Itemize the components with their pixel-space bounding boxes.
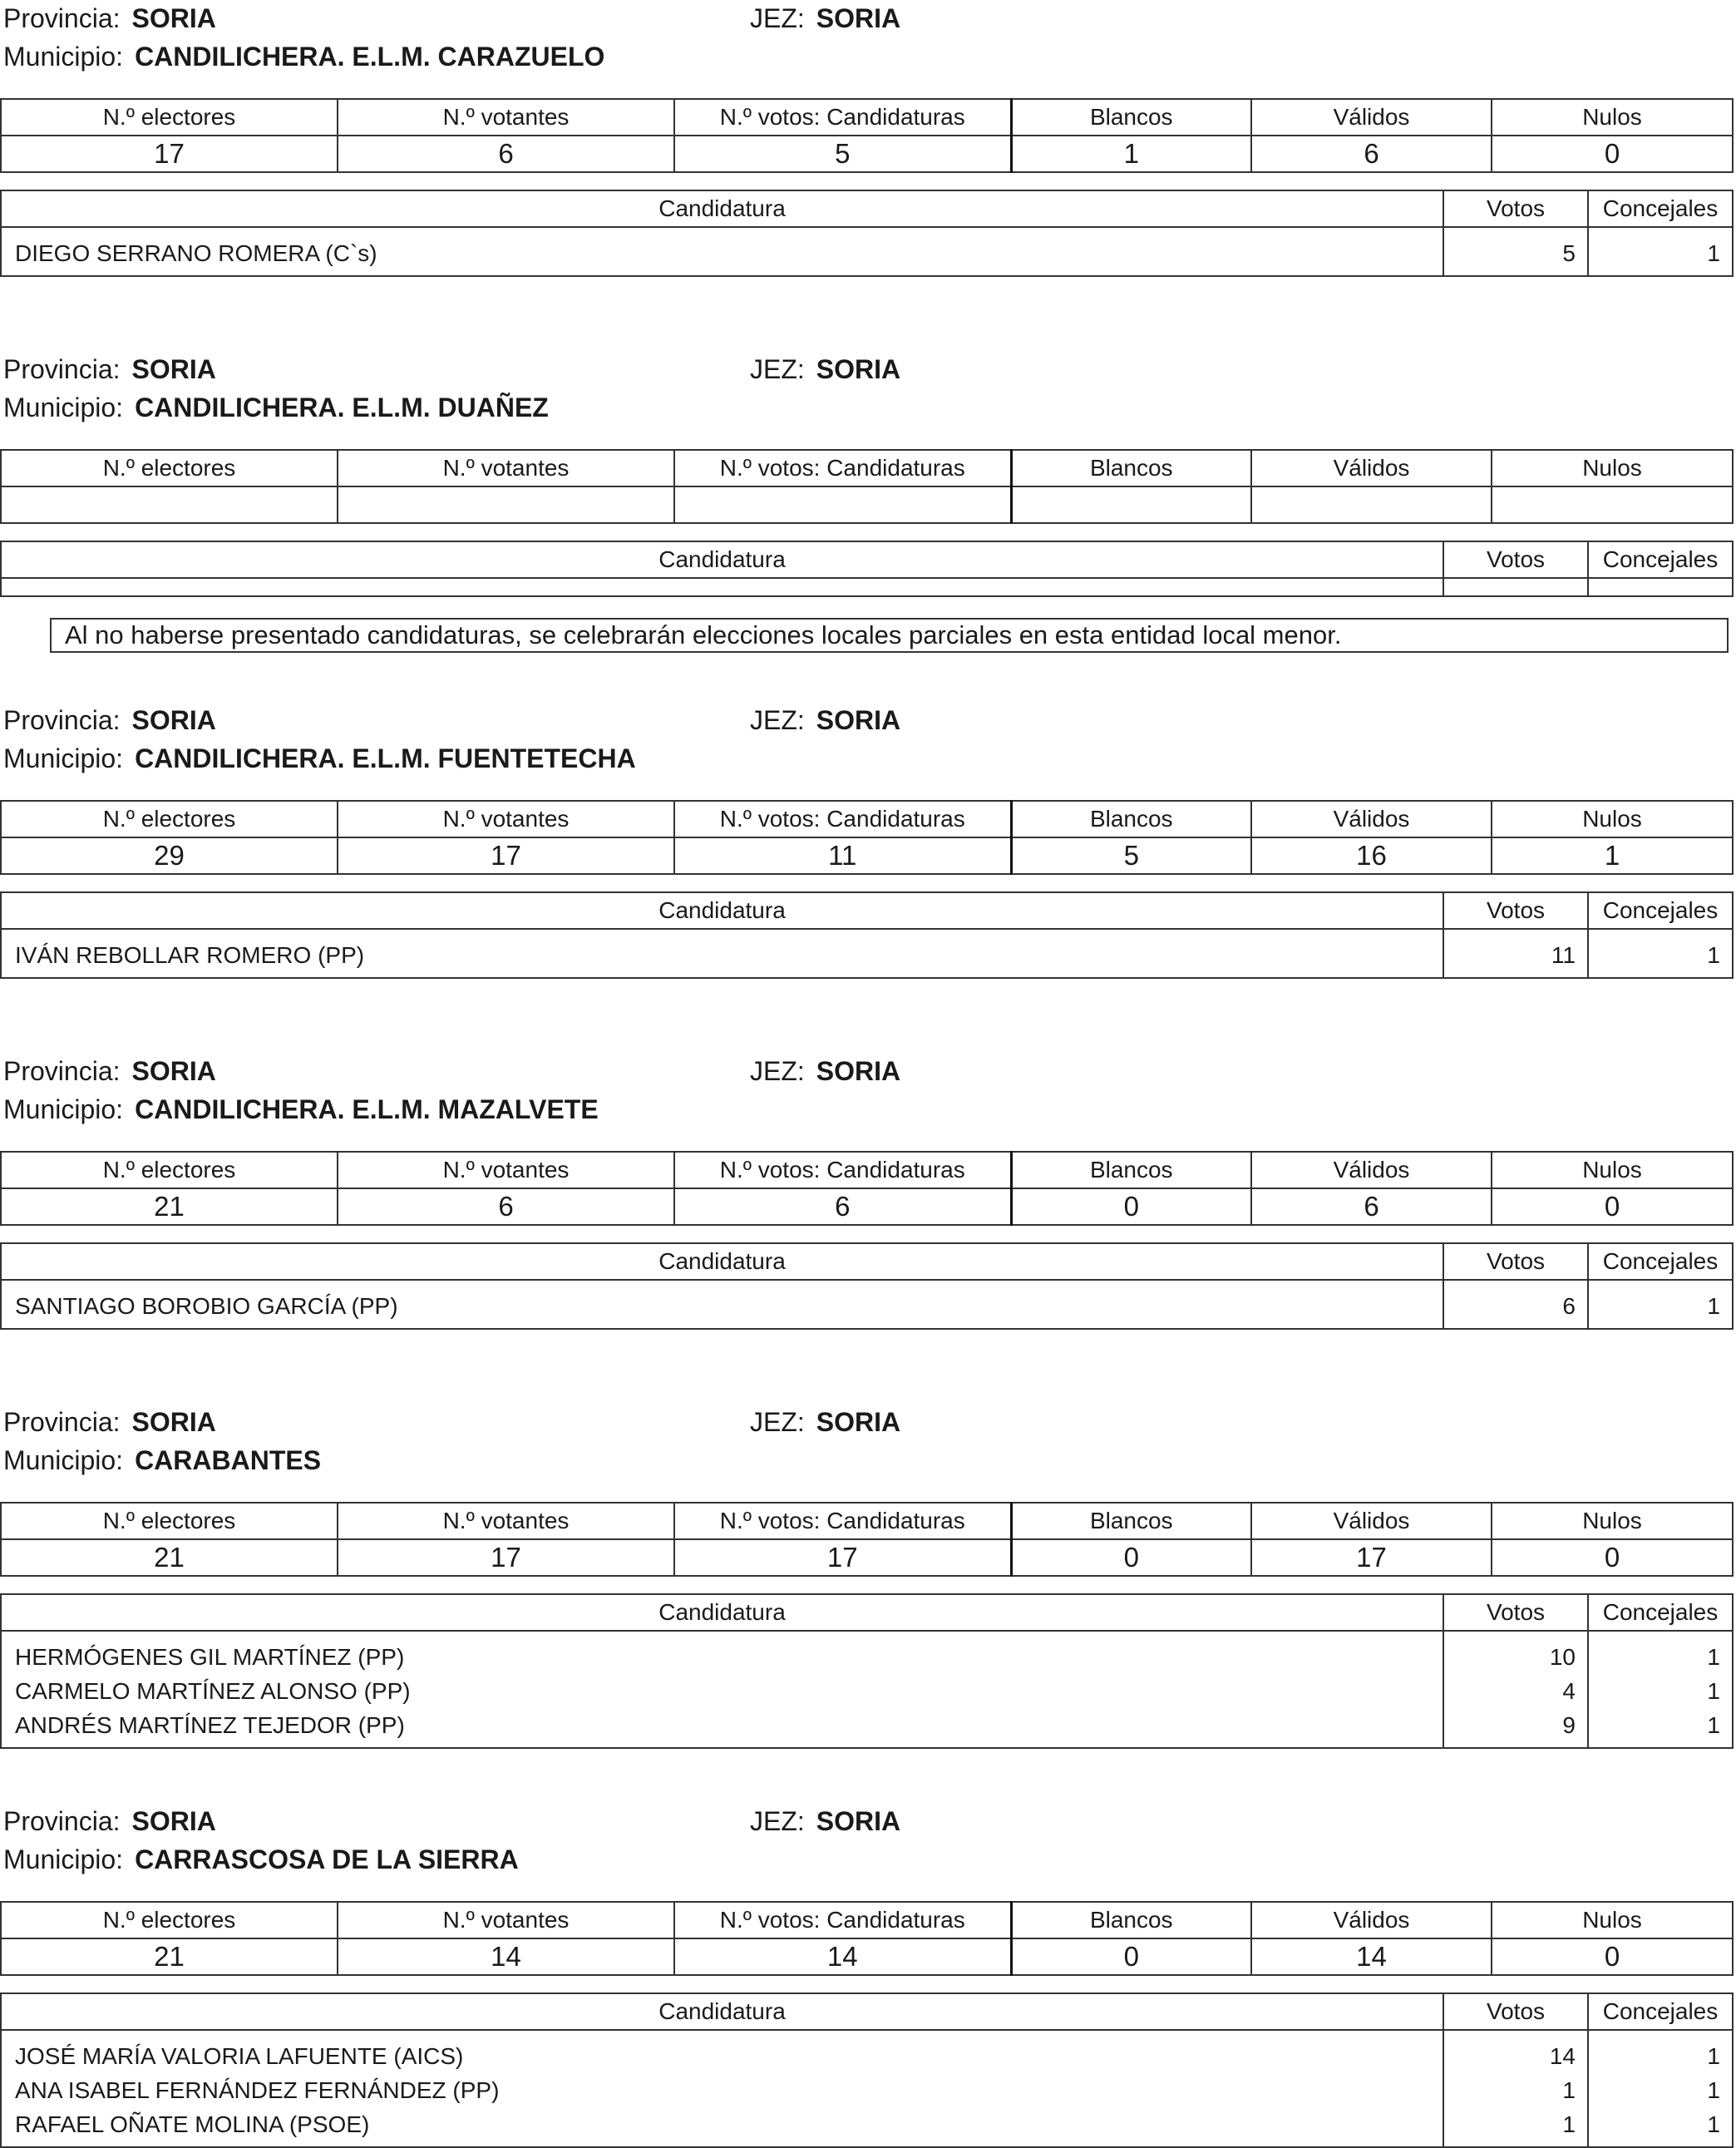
- stats-header: N.º votos: Candidaturas: [674, 801, 1011, 837]
- candidate-concejales: 1: [1707, 2043, 1720, 2069]
- stats-value: [1251, 486, 1492, 523]
- provincia-label: Provincia:: [3, 1056, 121, 1086]
- cand-header: Candidatura: [1, 1594, 1443, 1631]
- provincia-label: Provincia:: [3, 705, 121, 735]
- jez-value: SORIA: [816, 3, 901, 33]
- candidates-table: [0, 541, 1734, 597]
- stats-value: 16: [1251, 837, 1492, 874]
- municipio-value: CARABANTES: [135, 1445, 322, 1475]
- candidate-name: DIEGO SERRANO ROMERA (C`s): [15, 240, 377, 266]
- candidate-concejales: 1: [1707, 1712, 1720, 1738]
- stats-value: 21: [1, 1188, 338, 1225]
- stats-value: 6: [674, 1188, 1011, 1225]
- cand-header: Votos: [1443, 1993, 1588, 2030]
- jez-value: SORIA: [816, 705, 901, 735]
- stats-header: N.º votos: Candidaturas: [674, 1152, 1011, 1188]
- cand-header: Candidatura: [1, 1993, 1443, 2030]
- stats-header: N.º electores: [1, 801, 338, 837]
- stats-value: 0: [1011, 1938, 1251, 1975]
- stats-value: 1: [1492, 837, 1733, 874]
- stats-value: 14: [674, 1938, 1011, 1975]
- candidate-name: CARMELO MARTÍNEZ ALONSO (PP): [15, 1678, 411, 1704]
- candidate-votes: 11: [1551, 942, 1576, 968]
- stats-value: 6: [338, 136, 674, 172]
- stats-table: [0, 1151, 1734, 1226]
- cand-header: Votos: [1443, 541, 1588, 578]
- municipio-value: CANDILICHERA. E.L.M. MAZALVETE: [135, 1094, 599, 1124]
- jez-label: JEZ:: [750, 1806, 805, 1836]
- provincia-field: [3, 704, 216, 737]
- empty-cell: [1443, 578, 1588, 596]
- candidate-name: RAFAEL OÑATE MOLINA (PSOE): [15, 2111, 370, 2137]
- stats-header: Blancos: [1011, 1152, 1251, 1188]
- stats-table: [0, 449, 1734, 524]
- municipio-value: CANDILICHERA. E.L.M. CARAZUELO: [135, 42, 605, 72]
- candidate-concejales: 1: [1707, 240, 1720, 266]
- stats-value: 17: [338, 837, 674, 874]
- provincia-field: [3, 1805, 216, 1838]
- stats-header: Válidos: [1251, 1152, 1492, 1188]
- provincia-field: [3, 353, 216, 386]
- stats-value: [674, 486, 1011, 523]
- stats-value: 6: [338, 1188, 674, 1225]
- stats-header: N.º votantes: [338, 1503, 674, 1539]
- cand-header: Concejales: [1588, 1594, 1733, 1631]
- candidate-votes: 6: [1562, 1293, 1576, 1319]
- stats-value: [1492, 486, 1733, 523]
- jez-field: [750, 2, 900, 35]
- candidate-votes: 10: [1549, 1644, 1576, 1670]
- candidate-votes: 4: [1562, 1678, 1576, 1704]
- stats-table: [0, 1502, 1734, 1577]
- jez-value: SORIA: [816, 354, 901, 384]
- municipio-field: [3, 1843, 519, 1876]
- stats-header: Blancos: [1011, 1503, 1251, 1539]
- cand-header: Concejales: [1588, 541, 1733, 578]
- provincia-value: SORIA: [131, 1407, 216, 1437]
- jez-value: SORIA: [816, 1806, 901, 1836]
- municipio-label: Municipio:: [3, 1445, 124, 1475]
- municipio-label: Municipio:: [3, 393, 124, 422]
- jez-field: [750, 1405, 900, 1439]
- candidate-concejales: 1: [1707, 942, 1720, 968]
- jez-label: JEZ:: [750, 705, 805, 735]
- municipio-field: [3, 1093, 599, 1126]
- stats-value: 29: [1, 837, 338, 874]
- jez-field: [750, 704, 900, 737]
- stats-header: N.º electores: [1, 1152, 338, 1188]
- stats-header: Blancos: [1011, 801, 1251, 837]
- stats-value: 0: [1011, 1539, 1251, 1576]
- provincia-label: Provincia:: [3, 1407, 121, 1437]
- candidate-name: IVÁN REBOLLAR ROMERO (PP): [15, 942, 365, 968]
- no-candidates-note: Al no haberse presentado candidaturas, se celebrarán elecciones locales parciales en esta entidad local menor.: [50, 618, 1729, 653]
- stats-header: Blancos: [1011, 1902, 1251, 1938]
- candidate-votes: 9: [1562, 1712, 1576, 1738]
- municipio-label: Municipio:: [3, 1094, 124, 1124]
- stats-value: 21: [1, 1539, 338, 1576]
- stats-header: N.º votantes: [338, 450, 674, 486]
- stats-header: N.º votantes: [338, 99, 674, 136]
- provincia-label: Provincia:: [3, 3, 121, 33]
- stats-header: Nulos: [1492, 1503, 1733, 1539]
- jez-field: [750, 353, 900, 386]
- candidate-concejales: 1: [1707, 1678, 1720, 1704]
- provincia-value: SORIA: [131, 354, 216, 384]
- candidate-concejales: 1: [1707, 1293, 1720, 1319]
- stats-value: 11: [674, 837, 1011, 874]
- candidate-votes: 1: [1562, 2111, 1576, 2137]
- candidate-concejales: 1: [1707, 1644, 1720, 1670]
- cand-header: Votos: [1443, 1243, 1588, 1280]
- stats-header: N.º votos: Candidaturas: [674, 99, 1011, 136]
- stats-value: 21: [1, 1938, 338, 1975]
- cand-header: Votos: [1443, 892, 1588, 929]
- stats-header: Nulos: [1492, 801, 1733, 837]
- candidate-concejales: 1: [1707, 2111, 1720, 2137]
- jez-label: JEZ:: [750, 1407, 805, 1437]
- stats-header: N.º votantes: [338, 801, 674, 837]
- cand-header: Votos: [1443, 1594, 1588, 1631]
- cand-header: Concejales: [1588, 892, 1733, 929]
- municipio-field: [3, 1444, 321, 1477]
- stats-value: 0: [1492, 136, 1733, 172]
- stats-header: Blancos: [1011, 99, 1251, 136]
- stats-value: 17: [1, 136, 338, 172]
- candidate-name: ANDRÉS MARTÍNEZ TEJEDOR (PP): [15, 1712, 405, 1738]
- jez-field: [750, 1054, 900, 1088]
- stats-value: 14: [338, 1938, 674, 1975]
- stats-header: N.º votos: Candidaturas: [674, 450, 1011, 486]
- jez-value: SORIA: [816, 1056, 901, 1086]
- stats-header: Nulos: [1492, 99, 1733, 136]
- municipio-value: CARRASCOSA DE LA SIERRA: [135, 1844, 519, 1874]
- stats-value: 0: [1011, 1188, 1251, 1225]
- empty-cell: [1, 578, 1443, 596]
- stats-header: Blancos: [1011, 450, 1251, 486]
- jez-label: JEZ:: [750, 354, 805, 384]
- stats-value: 17: [674, 1539, 1011, 1576]
- provincia-field: [3, 1405, 216, 1439]
- stats-value: [338, 486, 674, 523]
- candidates-table: [0, 190, 1734, 277]
- stats-value: [1, 486, 338, 523]
- cand-header: Candidatura: [1, 892, 1443, 929]
- stats-value: 6: [1251, 136, 1492, 172]
- provincia-label: Provincia:: [3, 354, 121, 384]
- stats-value: 0: [1492, 1539, 1733, 1576]
- cand-header: Candidatura: [1, 1243, 1443, 1280]
- provincia-label: Provincia:: [3, 1806, 121, 1836]
- stats-value: 17: [338, 1539, 674, 1576]
- municipio-field: [3, 391, 549, 424]
- stats-header: N.º electores: [1, 1902, 338, 1938]
- candidates-table: [0, 891, 1734, 979]
- jez-value: SORIA: [816, 1407, 901, 1437]
- jez-label: JEZ:: [750, 3, 805, 33]
- stats-header: Nulos: [1492, 1152, 1733, 1188]
- stats-table: [0, 1901, 1734, 1976]
- stats-header: N.º votos: Candidaturas: [674, 1503, 1011, 1539]
- stats-header: N.º votantes: [338, 1152, 674, 1188]
- stats-value: 1: [1011, 136, 1251, 172]
- stats-header: Válidos: [1251, 99, 1492, 136]
- stats-header: Válidos: [1251, 801, 1492, 837]
- stats-header: Nulos: [1492, 450, 1733, 486]
- stats-value: 6: [1251, 1188, 1492, 1225]
- stats-header: Nulos: [1492, 1902, 1733, 1938]
- stats-header: Válidos: [1251, 1902, 1492, 1938]
- stats-value: 0: [1492, 1938, 1733, 1975]
- stats-header: Válidos: [1251, 1503, 1492, 1539]
- provincia-value: SORIA: [131, 705, 216, 735]
- empty-cell: [1588, 578, 1733, 596]
- candidates-table: [0, 1992, 1734, 2148]
- stats-header: N.º votantes: [338, 1902, 674, 1938]
- candidate-name: ANA ISABEL FERNÁNDEZ FERNÁNDEZ (PP): [15, 2077, 500, 2103]
- stats-value: 0: [1492, 1188, 1733, 1225]
- provincia-field: [3, 1054, 216, 1088]
- candidates-table: [0, 1242, 1734, 1330]
- municipio-field: [3, 40, 604, 73]
- stats-header: N.º electores: [1, 450, 338, 486]
- cand-header: Concejales: [1588, 190, 1733, 227]
- stats-value: 5: [674, 136, 1011, 172]
- cand-header: Votos: [1443, 190, 1588, 227]
- municipio-label: Municipio:: [3, 42, 124, 72]
- stats-header: N.º electores: [1, 99, 338, 136]
- candidate-votes: 1: [1562, 2077, 1576, 2103]
- candidate-votes: 5: [1562, 240, 1576, 266]
- stats-header: Válidos: [1251, 450, 1492, 486]
- stats-value: [1011, 486, 1251, 523]
- jez-field: [750, 1805, 900, 1838]
- candidate-name: JOSÉ MARÍA VALORIA LAFUENTE (AICS): [15, 2043, 464, 2069]
- provincia-value: SORIA: [131, 1056, 216, 1086]
- municipio-field: [3, 742, 636, 775]
- candidate-votes: 14: [1549, 2043, 1576, 2069]
- stats-value: 17: [1251, 1539, 1492, 1576]
- stats-header: N.º votos: Candidaturas: [674, 1902, 1011, 1938]
- municipio-value: CANDILICHERA. E.L.M. DUAÑEZ: [135, 393, 549, 422]
- municipio-value: CANDILICHERA. E.L.M. FUENTETECHA: [135, 743, 636, 773]
- candidate-concejales: 1: [1707, 2077, 1720, 2103]
- municipio-label: Municipio:: [3, 743, 124, 773]
- candidates-table: [0, 1593, 1734, 1749]
- stats-table: [0, 98, 1734, 173]
- provincia-value: SORIA: [131, 3, 216, 33]
- candidate-name: HERMÓGENES GIL MARTÍNEZ (PP): [15, 1644, 405, 1670]
- cand-header: Concejales: [1588, 1243, 1733, 1280]
- stats-table: [0, 800, 1734, 875]
- stats-value: 14: [1251, 1938, 1492, 1975]
- cand-header: Concejales: [1588, 1993, 1733, 2030]
- provincia-field: [3, 2, 216, 35]
- cand-header: Candidatura: [1, 190, 1443, 227]
- candidate-name: SANTIAGO BOROBIO GARCÍA (PP): [15, 1293, 398, 1319]
- stats-value: 5: [1011, 837, 1251, 874]
- cand-header: Candidatura: [1, 541, 1443, 578]
- municipio-label: Municipio:: [3, 1844, 124, 1874]
- provincia-value: SORIA: [131, 1806, 216, 1836]
- jez-label: JEZ:: [750, 1056, 805, 1086]
- stats-header: N.º electores: [1, 1503, 338, 1539]
